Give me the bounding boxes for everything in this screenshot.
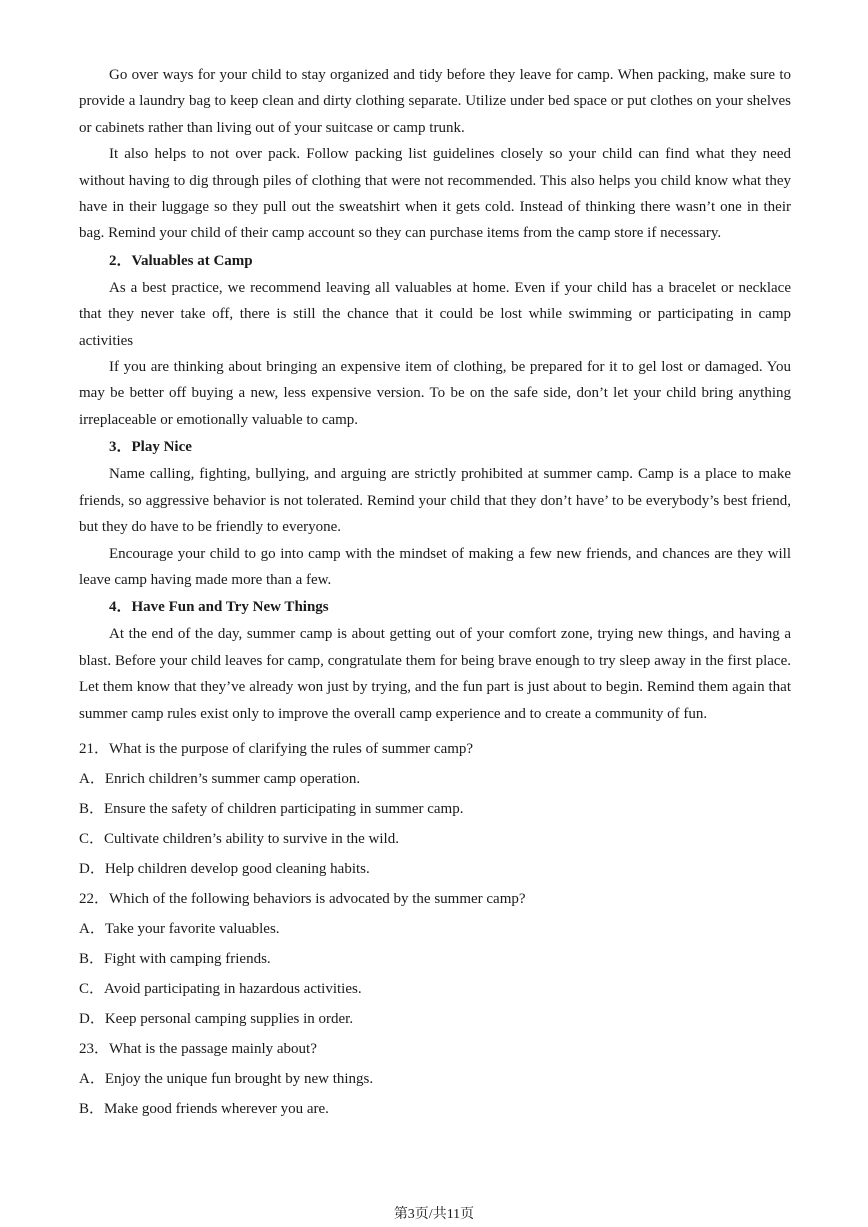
question-22-option-a: A．Take your favorite valuables. bbox=[79, 921, 280, 937]
paragraph-expensive-clothing: If you are thinking about bringing an expensive item of clothing, be prepared for it to gel lost or damaged. You may be better off buying a new, less expensive version. To be on the safe side, don’t let your child bring anything irreplaceable or emotionally valuable to camp. bbox=[79, 359, 791, 428]
question-21-option-a: A．Enrich children’s summer camp operation. bbox=[79, 771, 361, 787]
paragraph-new-friends: Encourage your child to go into camp with the mindset of making a few new friends, and chances are they will leave camp having made more than a few. bbox=[79, 545, 791, 588]
question-22-option-d: D．Keep personal camping supplies in order. bbox=[79, 1011, 354, 1027]
paragraph-valuables-home: As a best practice, we recommend leaving all valuables at home. Even if your child has a bracelet or necklace that they never take off, there is still the chance that it could be lost while swimming or participating in camp activities bbox=[79, 279, 791, 349]
question-21-stem: 21．What is the purpose of clarifying the rules of summer camp? bbox=[79, 741, 474, 757]
question-21-option-c: C．Cultivate children’s ability to survive in the wild. bbox=[79, 831, 399, 847]
question-22-stem: 22．Which of the following behaviors is advocated by the summer camp? bbox=[79, 891, 526, 907]
question-21-option-b: B．Ensure the safety of children participating in summer camp. bbox=[79, 801, 464, 817]
question-23-option-a: A．Enjoy the unique fun brought by new things. bbox=[79, 1071, 374, 1087]
paragraph-over-pack: It also helps to not over pack. Follow packing list guidelines closely so your child can find what they need without having to dig through piles of clothing that were not recommended. This also helps you child know what they have in their luggage so they pull out the sweatshirt when it gets cold. Instead of thinking there wasn’t one in their bag. Remind your child of their camp account so they can purchase items from the camp store if necessary. bbox=[79, 146, 791, 242]
paragraph-no-fighting: Name calling, fighting, bullying, and arguing are strictly prohibited at summer camp. Camp is a place to make friends, so aggressive behavior is not tolerated. Remind your child that they don’t have’ to be everybody’s best friend, but they do have to be friendly to everyone. bbox=[79, 466, 791, 536]
question-23-option-b: B．Make good friends wherever you are. bbox=[79, 1101, 329, 1117]
question-21-option-d: D．Help children develop good cleaning habits. bbox=[79, 861, 370, 877]
paragraph-comfort-zone: At the end of the day, summer camp is about getting out of your comfort zone, trying new things, and having a blast. Before your child leaves for camp, congratulate them for being brave enough to try sleep away in the first place. Let them know that they’ve already won just by trying, and the fun part is just about to begin. Remind them again that summer camp rules exist only to improve the overall camp experience and to create a community of fun. bbox=[79, 626, 791, 722]
section-heading-valuables: 2．Valuables at Camp bbox=[109, 252, 253, 269]
question-23-stem: 23．What is the passage mainly about? bbox=[79, 1041, 317, 1057]
page-number-footer: 第3页/共11页 bbox=[393, 1207, 475, 1222]
section-heading-have-fun: 4．Have Fun and Try New Things bbox=[109, 599, 329, 616]
section-heading-play-nice: 3．Play Nice bbox=[109, 439, 192, 456]
question-list bbox=[79, 734, 791, 1124]
question-22-option-c: C．Avoid participating in hazardous activities. bbox=[79, 981, 362, 997]
reading-passage bbox=[79, 62, 791, 727]
question-22-option-b: B．Fight with camping friends. bbox=[79, 951, 271, 967]
paragraph-organized-packing: Go over ways for your child to stay organized and tidy before they leave for camp. When packing, make sure to provide a laundry bag to keep clean and dirty clothing separate. Utilize under bed space or put clothes on your shelves or cabinets rather than living out of your suitcase or camp trunk. bbox=[79, 67, 791, 136]
